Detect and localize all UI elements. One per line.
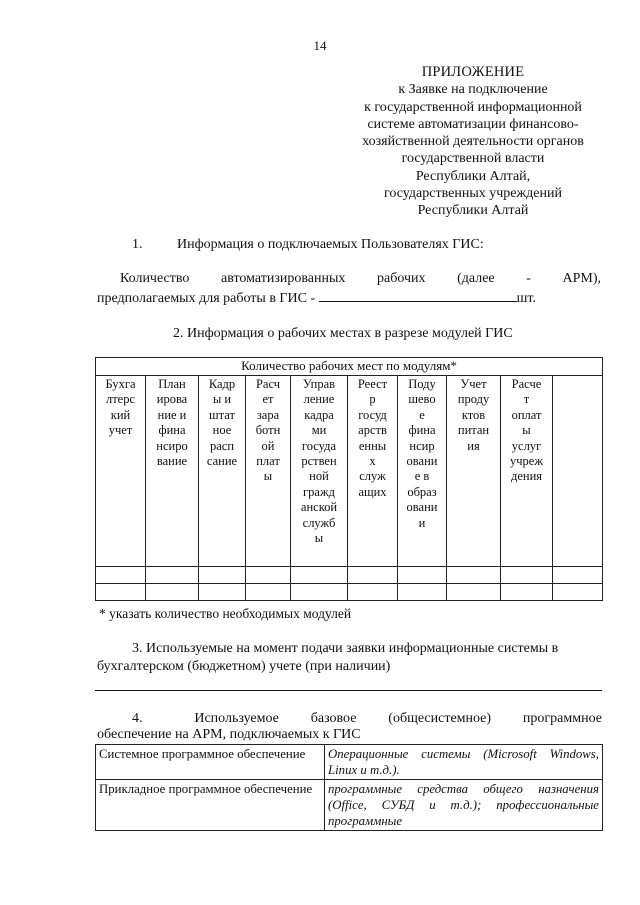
- section2-heading: 2. Информация о рабочих местах в разрезе модулей ГИС: [173, 326, 513, 341]
- modules-input-row: [96, 567, 603, 584]
- module-civil-servants-registry: Реест р госуд арств енны х служ ащих: [348, 376, 398, 567]
- appendix-line-1: к Заявке на подключение: [398, 82, 548, 98]
- module-count-cell[interactable]: [96, 584, 146, 601]
- section1-heading: Информация о подключаемых Пользователях ГИС:: [177, 237, 484, 252]
- module-count-cell[interactable]: [348, 584, 398, 601]
- appendix-header: [290, 64, 640, 220]
- module-count-cell[interactable]: [291, 584, 348, 601]
- section4-line2: обеспечение на АРМ, подключаемых к ГИС: [97, 727, 361, 742]
- section1-line2-start: предполагаемых для работы в ГИС -: [97, 291, 316, 306]
- appendix-line-8: Республики Алтай: [417, 203, 529, 219]
- section4-word: программное: [522, 711, 602, 726]
- module-count-cell[interactable]: [96, 567, 146, 584]
- appendix-line-3: системе автоматизации финансово-: [367, 116, 579, 132]
- section3-line2: бухгалтерском (бюджетном) учете (при наличии): [97, 659, 391, 674]
- software-table: [95, 744, 603, 831]
- module-extra-column: [553, 376, 603, 567]
- module-hr-staffing: Кадр ы и штат ное расп сание: [199, 376, 246, 567]
- module-civil-service-hr: Управ ление кадра ми госуда рствен ной гражд анской служб ы: [291, 376, 348, 567]
- section1-line2: [97, 288, 607, 308]
- module-count-cell[interactable]: [199, 584, 246, 601]
- appendix-line-7: государственных учреждений: [384, 186, 562, 202]
- module-count-cell[interactable]: [348, 567, 398, 584]
- module-count-cell[interactable]: [146, 567, 199, 584]
- section3-answer-line[interactable]: [95, 690, 602, 691]
- module-institution-services-payment: Расче т оплат ы услуг учреж дения: [501, 376, 553, 567]
- module-per-capita-education-financing: Поду шево е фина нсир овани е в образ овани и: [398, 376, 447, 567]
- module-count-cell[interactable]: [199, 567, 246, 584]
- section1-line2-end: шт.: [516, 291, 536, 306]
- section4-word: Используемое: [194, 711, 279, 726]
- module-planning-financing: План ирова ние и фина нсиро вание: [146, 376, 199, 567]
- appendix-line-6: Республики Алтай,: [415, 168, 531, 184]
- section3-line1: 3. Используемые на момент подачи заявки информационные системы в: [132, 641, 559, 656]
- page-number: 14: [313, 38, 327, 53]
- module-count-cell[interactable]: [447, 584, 501, 601]
- module-count-cell[interactable]: [501, 567, 553, 584]
- module-count-cell[interactable]: [447, 567, 501, 584]
- software-row-applied: [96, 780, 603, 831]
- appendix-line-5: государственной власти: [401, 151, 545, 167]
- module-payroll: Расч ет зара ботн ой плат ы: [246, 376, 291, 567]
- software-desc-applied: программные средства общего назначения (Office, СУБД и т.д.); профессиональные программные: [325, 780, 603, 831]
- modules-footnote: * указать количество необходимых модулей: [99, 606, 352, 621]
- software-desc-system: Операционные системы (Microsoft Windows, Linux и т.д.).: [325, 745, 603, 780]
- modules-table-header: Количество рабочих мест по модулям*: [96, 358, 603, 376]
- section4-word: базовое: [310, 711, 357, 726]
- module-count-cell[interactable]: [398, 567, 447, 584]
- appendix-line-4: хозяйственной деятельности органов: [362, 134, 584, 150]
- modules-input-row: [96, 584, 603, 601]
- count-blank-line: [319, 288, 517, 302]
- modules-table: [95, 357, 603, 601]
- module-count-cell[interactable]: [146, 584, 199, 601]
- module-count-cell[interactable]: [553, 584, 603, 601]
- module-accounting: Бухга лтерс кий учет: [96, 376, 146, 567]
- appendix-title: ПРИЛОЖЕНИЕ: [421, 64, 525, 80]
- section1-line1: Количество автоматизированных рабочих (далее - АРМ),: [120, 271, 601, 286]
- section4-number: 4.: [132, 711, 143, 726]
- module-count-cell[interactable]: [553, 567, 603, 584]
- section4-word: (общесистемное): [388, 711, 492, 726]
- module-count-cell[interactable]: [246, 567, 291, 584]
- module-food-products-accounting: Учет проду ктов питан ия: [447, 376, 501, 567]
- module-count-cell[interactable]: [291, 567, 348, 584]
- appendix-line-2: к государственной информационной: [364, 99, 582, 115]
- module-count-cell[interactable]: [501, 584, 553, 601]
- section1-number: 1.: [132, 237, 143, 252]
- software-row-system: [96, 745, 603, 780]
- software-name-applied: Прикладное программное обеспечение: [96, 780, 325, 831]
- module-count-cell[interactable]: [246, 584, 291, 601]
- software-name-system: Системное программное обеспечение: [96, 745, 325, 780]
- module-count-cell[interactable]: [398, 584, 447, 601]
- modules-name-row: [96, 376, 603, 567]
